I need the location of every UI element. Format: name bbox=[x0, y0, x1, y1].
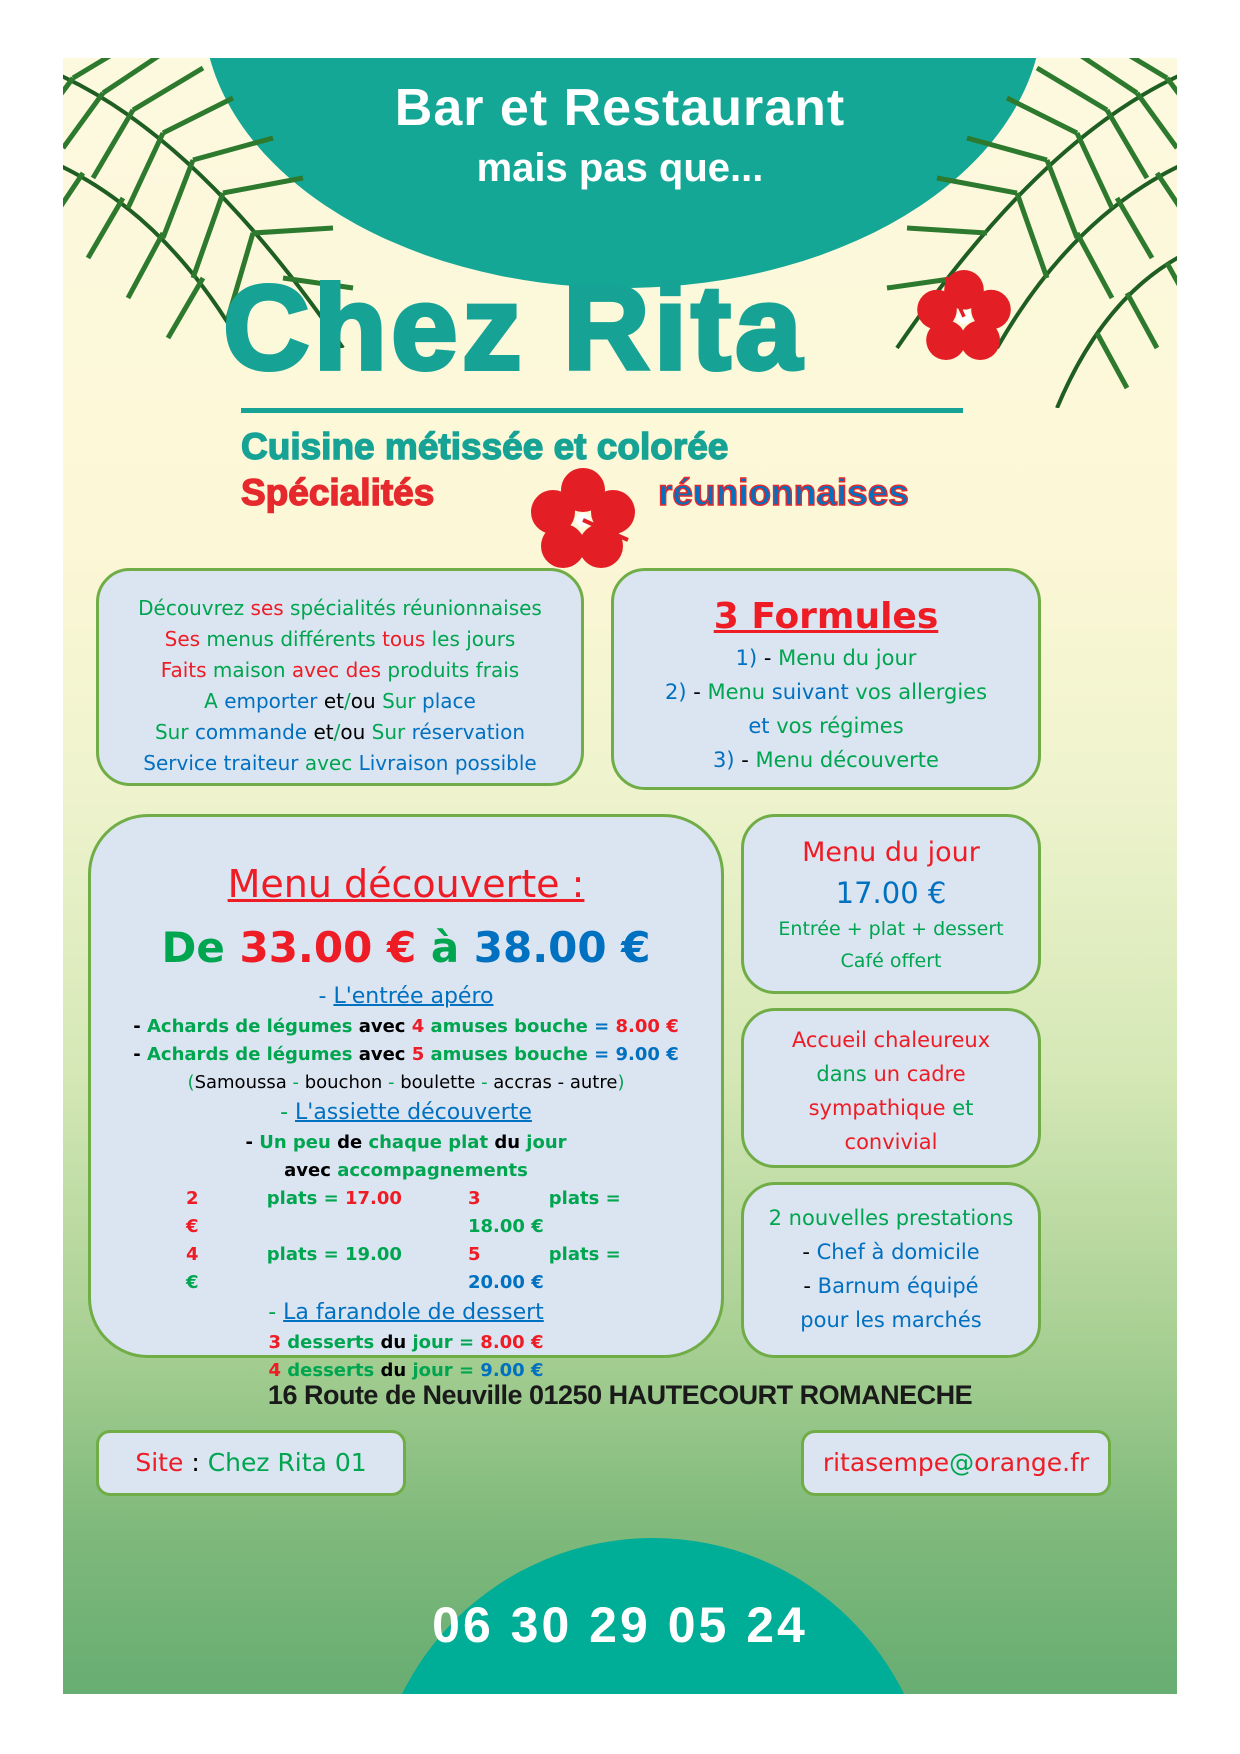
text-run: = bbox=[594, 1044, 616, 1065]
text-run: emporter bbox=[224, 689, 324, 713]
text-run: vos allergies bbox=[855, 680, 988, 704]
prestations-lines bbox=[744, 1201, 1038, 1337]
text-line bbox=[744, 1125, 1038, 1159]
text-line bbox=[744, 1091, 1038, 1125]
price-cell bbox=[186, 1185, 406, 1241]
text-run: A bbox=[204, 689, 225, 713]
text-run: 9.00 € bbox=[615, 1044, 679, 1065]
text-run: 19.00 € bbox=[186, 1244, 402, 1293]
accueil-lines bbox=[744, 1023, 1038, 1159]
hibiscus-flower-icon bbox=[916, 270, 1012, 360]
entree-note bbox=[91, 1069, 721, 1097]
text-run: plats = bbox=[266, 1188, 345, 1209]
text-run: place bbox=[422, 689, 476, 713]
text-run: - bbox=[388, 1072, 401, 1093]
text-run: avec bbox=[304, 751, 359, 775]
text-run: amuses bouche bbox=[430, 1044, 595, 1065]
text-run: réservation bbox=[411, 720, 526, 744]
text-run: ou bbox=[350, 689, 383, 713]
email-link[interactable] bbox=[801, 1430, 1111, 1496]
text-run: Menu du jour bbox=[778, 646, 917, 670]
phone-number[interactable]: 06 30 29 05 24 bbox=[432, 1597, 808, 1653]
text-run: ( bbox=[187, 1072, 195, 1093]
text-run: 5 bbox=[411, 1044, 431, 1065]
text-line bbox=[99, 655, 581, 686]
text-run: 8.00 € bbox=[480, 1332, 544, 1353]
text-run: 1) bbox=[735, 646, 764, 670]
text-run: 3 bbox=[468, 1188, 487, 1209]
text-run: Site bbox=[135, 1448, 192, 1477]
website-link[interactable] bbox=[96, 1430, 406, 1496]
text-run: ses bbox=[250, 596, 291, 620]
text-run: 18.00 € bbox=[468, 1216, 544, 1237]
entree-heading: - L'entrée apéro bbox=[318, 984, 494, 1009]
text-line bbox=[99, 717, 581, 748]
menu-du-jour-title: Menu du jour bbox=[802, 837, 980, 868]
formules-list bbox=[614, 641, 1038, 777]
text-run: du bbox=[494, 1132, 527, 1153]
text-run: un cadre bbox=[873, 1062, 966, 1086]
text-run: sympathique bbox=[808, 1096, 953, 1120]
text-run: accompagnements bbox=[337, 1160, 528, 1181]
text-run: 9.00 € bbox=[480, 1360, 544, 1381]
text-run: accras - autre bbox=[493, 1072, 618, 1093]
text-line bbox=[99, 593, 581, 624]
text-run: / bbox=[344, 689, 351, 713]
brand-divider bbox=[241, 408, 963, 413]
text-line bbox=[91, 1041, 721, 1069]
text-run: orange.fr bbox=[974, 1448, 1090, 1477]
text-run: Découvrez bbox=[138, 596, 251, 620]
accueil-box bbox=[741, 1008, 1041, 1168]
menu-decouverte-title: Menu découverte : bbox=[227, 862, 585, 906]
text-run: 33.00 € bbox=[239, 923, 431, 972]
text-run: plats = bbox=[266, 1244, 345, 1265]
text-run: 2) bbox=[664, 680, 694, 704]
specialties-label-end: réunionnaises bbox=[658, 472, 909, 513]
text-line bbox=[91, 1329, 721, 1357]
text-run: jour = bbox=[412, 1360, 481, 1381]
text-line bbox=[614, 641, 1038, 675]
text-run: dans bbox=[816, 1062, 874, 1086]
text-run: 4 bbox=[268, 1360, 288, 1381]
text-line bbox=[614, 675, 1038, 709]
text-run: ou bbox=[340, 720, 372, 744]
text-line bbox=[744, 1269, 1038, 1303]
text-line bbox=[744, 1201, 1038, 1235]
text-run: Livraison possible bbox=[358, 751, 537, 775]
assiette-heading: - L'assiette découverte bbox=[280, 1100, 532, 1125]
text-run: du bbox=[380, 1332, 413, 1353]
text-line bbox=[99, 748, 581, 779]
text-run: maison bbox=[212, 658, 292, 682]
text-line bbox=[744, 1235, 1038, 1269]
text-run: Ses bbox=[164, 627, 207, 651]
text-run: produits frais bbox=[387, 658, 520, 682]
text-run: 17.00 € bbox=[186, 1188, 402, 1237]
price-cell bbox=[406, 1185, 626, 1241]
text-run: - bbox=[803, 1274, 818, 1298]
text-run: - bbox=[481, 1072, 494, 1093]
text-run: jour = bbox=[412, 1332, 481, 1353]
text-run: Chez Rita 01 bbox=[207, 1448, 367, 1477]
text-run: desserts bbox=[287, 1360, 381, 1381]
text-line bbox=[99, 624, 581, 655]
text-line bbox=[614, 709, 1038, 743]
menu-du-jour-box bbox=[741, 814, 1041, 994]
text-run: plats = bbox=[548, 1244, 621, 1265]
text-run: Menu bbox=[707, 680, 772, 704]
formules-title: 3 Formules bbox=[713, 596, 939, 637]
text-run: spécialités réunionnaises bbox=[290, 596, 542, 620]
text-run: bouchon bbox=[304, 1072, 388, 1093]
text-run: Accueil chaleureux bbox=[791, 1028, 991, 1052]
text-run: @ bbox=[949, 1448, 975, 1477]
text-run: 4 bbox=[186, 1244, 205, 1265]
text-run: jour bbox=[526, 1132, 567, 1153]
specialties-label-start: Spécialités bbox=[241, 472, 435, 513]
dessert-heading: - La farandole de dessert bbox=[268, 1300, 544, 1325]
text-run: Faits bbox=[160, 658, 213, 682]
text-run: et bbox=[313, 720, 334, 744]
text-run: Achards de légumes bbox=[147, 1016, 359, 1037]
text-run: vos régimes bbox=[776, 714, 904, 738]
text-line bbox=[744, 1303, 1038, 1337]
email-address bbox=[823, 1448, 1089, 1477]
text-run: Sur bbox=[371, 720, 412, 744]
intro-box bbox=[96, 568, 584, 786]
text-run: 8.00 € bbox=[615, 1016, 679, 1037]
text-run: Barnum équipé bbox=[817, 1274, 979, 1298]
menu-du-jour-coffee: Café offert bbox=[840, 950, 942, 972]
price-cell bbox=[406, 1241, 626, 1297]
text-run: - bbox=[133, 1016, 147, 1037]
text-run: Un peu bbox=[259, 1132, 338, 1153]
text-run: avec bbox=[358, 1044, 412, 1065]
text-line bbox=[91, 1013, 721, 1041]
text-run: ) bbox=[617, 1072, 625, 1093]
text-run: - bbox=[245, 1132, 260, 1153]
text-run: - bbox=[133, 1044, 147, 1065]
text-run: avec bbox=[284, 1160, 338, 1181]
text-run: 4 bbox=[411, 1016, 431, 1037]
text-run: et bbox=[748, 714, 777, 738]
text-run: ritasempe bbox=[822, 1448, 950, 1477]
text-run: Sur bbox=[382, 689, 423, 713]
text-line bbox=[614, 743, 1038, 777]
brand-tagline: Cuisine métissée et colorée bbox=[241, 426, 729, 467]
text-run: De bbox=[161, 923, 240, 972]
text-run: pour les marchés bbox=[800, 1308, 982, 1332]
text-line bbox=[744, 1057, 1038, 1091]
text-run: : bbox=[191, 1448, 208, 1477]
header-title: Bar et Restaurant bbox=[394, 79, 846, 137]
dessert-items bbox=[91, 1329, 721, 1385]
text-run: chaque plat bbox=[368, 1132, 495, 1153]
text-line bbox=[744, 1023, 1038, 1057]
text-run: et bbox=[952, 1096, 974, 1120]
text-run: - bbox=[763, 646, 779, 670]
text-run: commande bbox=[194, 720, 314, 744]
text-run: du bbox=[380, 1360, 413, 1381]
text-run: plats = bbox=[548, 1188, 621, 1209]
text-run: de bbox=[337, 1132, 369, 1153]
text-run: 38.00 € bbox=[473, 923, 651, 972]
menu-decouverte-price-range bbox=[91, 915, 721, 981]
text-run: / bbox=[333, 720, 341, 744]
address: 16 Route de Neuville 01250 HAUTECOURT ROMANECHE bbox=[267, 1380, 973, 1410]
text-run: - bbox=[292, 1072, 305, 1093]
header-subtitle: mais pas que... bbox=[476, 146, 764, 190]
text-run: desserts bbox=[287, 1332, 381, 1353]
text-line bbox=[99, 686, 581, 717]
assiette-description bbox=[91, 1129, 721, 1185]
text-run: 3 bbox=[268, 1332, 288, 1353]
price-cell bbox=[186, 1241, 406, 1297]
text-run: 5 bbox=[468, 1244, 487, 1265]
menu-du-jour-price: 17.00 € bbox=[835, 876, 947, 910]
text-run: Service traiteur bbox=[143, 751, 305, 775]
text-run: - bbox=[693, 680, 708, 704]
text-run: menus différents bbox=[206, 627, 383, 651]
formules-box bbox=[611, 568, 1041, 790]
entree-items bbox=[91, 1013, 721, 1069]
website-label bbox=[135, 1448, 366, 1477]
text-run: et bbox=[323, 689, 345, 713]
text-run: Chef à domicile bbox=[816, 1240, 980, 1264]
text-run: les jours bbox=[431, 627, 516, 651]
text-run: avec des bbox=[291, 658, 388, 682]
hibiscus-flower-icon bbox=[528, 468, 638, 568]
text-run: 20.00 € bbox=[468, 1272, 544, 1293]
text-run: boulette bbox=[400, 1072, 482, 1093]
text-run: - bbox=[802, 1240, 817, 1264]
text-run: = bbox=[594, 1016, 616, 1037]
text-line bbox=[91, 1157, 721, 1185]
text-run: Samoussa bbox=[194, 1072, 293, 1093]
menu-decouverte-box bbox=[88, 814, 724, 1381]
text-run: suivant bbox=[771, 680, 856, 704]
text-run: 2 bbox=[186, 1188, 205, 1209]
text-line bbox=[91, 1129, 721, 1157]
text-run: Achards de légumes bbox=[147, 1044, 359, 1065]
text-run: Sur bbox=[154, 720, 195, 744]
text-run: Menu découverte bbox=[755, 748, 939, 772]
text-run: convivial bbox=[844, 1130, 938, 1154]
text-run: tous bbox=[382, 627, 432, 651]
text-run: 2 nouvelles prestations bbox=[768, 1206, 1014, 1230]
text-run: - bbox=[741, 748, 756, 772]
text-run: avec bbox=[358, 1016, 412, 1037]
prestations-box bbox=[741, 1182, 1041, 1358]
brand-name: Chez Rita bbox=[223, 261, 806, 395]
assiette-price-grid bbox=[186, 1185, 626, 1297]
flyer bbox=[63, 58, 1177, 1694]
text-run: 3) bbox=[713, 748, 742, 772]
menu-du-jour-contents: Entrée + plat + dessert bbox=[778, 918, 1004, 940]
intro-lines bbox=[99, 593, 581, 779]
text-run: à bbox=[430, 923, 474, 972]
text-run: amuses bouche bbox=[430, 1016, 595, 1037]
